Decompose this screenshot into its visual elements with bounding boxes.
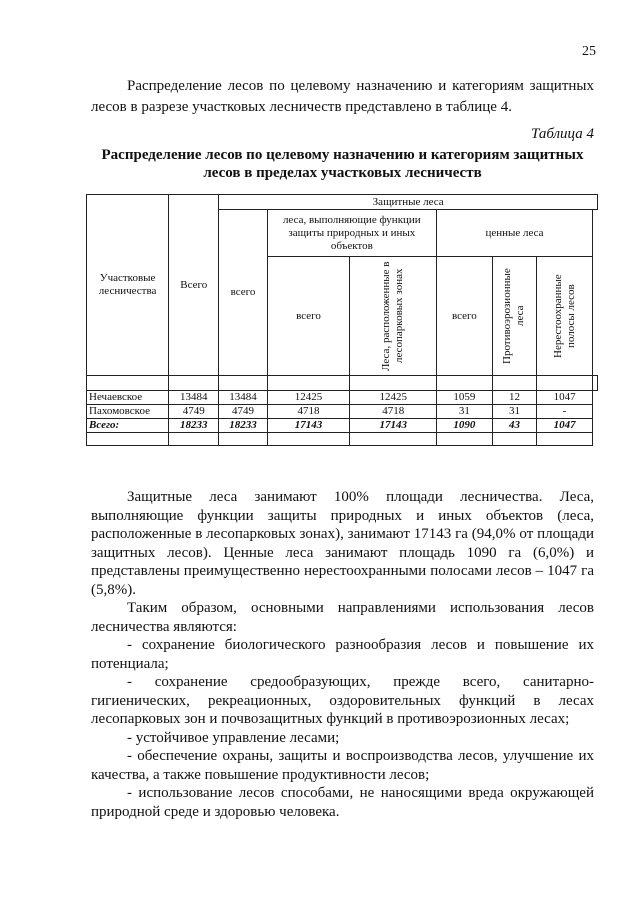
header-spawning: Нерестоохранные полосы лесов — [551, 274, 577, 358]
header-functions-all: всего — [267, 257, 350, 376]
paragraph: Таким образом, основными направлениями использования лесов лесничества являются: — [91, 600, 594, 635]
header-functions-group: леса, выполняющие функции защиты природных и иных объектов — [267, 210, 436, 257]
total-total: 18233 — [169, 419, 219, 433]
total-forest-park: 17143 — [350, 419, 437, 433]
total-row — [87, 419, 598, 433]
row-protective: 4749 — [219, 405, 267, 419]
row-spawning: 1047 — [537, 391, 593, 405]
table-label: Таблица 4 — [531, 126, 594, 142]
row-anti-erosion: 12 — [492, 391, 536, 405]
header-spawning-cell — [537, 257, 593, 376]
header-protective-all: всего — [219, 210, 267, 376]
list-item: - сохранение биологического разнообразия лесов и повышение их потенциала; — [91, 637, 594, 672]
row-name: Пахомовское — [87, 405, 169, 419]
header-anti-erosion: Противоэрозионные леса — [501, 268, 527, 364]
list-item: - сохранение средообразующих, прежде всего, санитарно-гигиенических, рекреационных, оздоровительных функций в лесах лесопарковых зон и почвозащитных функций в противоэрозионных лесах; — [91, 674, 594, 727]
row-spawning: - — [537, 405, 593, 419]
page-number: 25 — [582, 44, 596, 59]
header-anti-erosion-cell — [492, 257, 536, 376]
header-valuable-all: всего — [437, 257, 493, 376]
header-district: Участковые лесничества — [87, 195, 169, 376]
total-functions: 17143 — [267, 419, 350, 433]
list-item: - обеспечение охраны, защиты и воспроизводства лесов, улучшение их качества, а также повышение продуктивности лесов; — [91, 748, 594, 783]
paragraph: Защитные леса занимают 100% площади лесничества. Леса, выполняющие функции защиты природных и иных объектов (леса, расположенные в лесопарковых зонах), занимают 17143 га (94,0% от площади защитных лесов). Ценные леса занимают площадь 1090 га (6,0%) и представлены преимущественно нерестоохранными полосами лесов – 1047 га (5,8%). — [91, 489, 594, 598]
forest-distribution-table — [86, 194, 598, 446]
row-functions: 12425 — [267, 391, 350, 405]
body-text — [91, 488, 594, 821]
total-spawning: 1047 — [537, 419, 593, 433]
list-item: - использование лесов способами, не наносящими вреда окружающей природной среде и здоровью человека. — [91, 785, 594, 820]
row-total: 4749 — [169, 405, 219, 419]
total-anti-erosion: 43 — [492, 419, 536, 433]
row-forest-park: 12425 — [350, 391, 437, 405]
row-total: 13484 — [169, 391, 219, 405]
header-valuable-group: ценные леса — [437, 210, 593, 257]
table-row — [87, 405, 598, 419]
row-valuable: 1059 — [437, 391, 493, 405]
table-title: Распределение лесов по целевому назначению и категориям защитных лесов в пределах участковых лесничеств — [101, 147, 584, 181]
row-name: Нечаевское — [87, 391, 169, 405]
spacer-row-bottom — [87, 433, 598, 446]
row-functions: 4718 — [267, 405, 350, 419]
header-protective: Защитные леса — [219, 195, 598, 210]
header-forest-park-cell — [350, 257, 437, 376]
total-label: Всего: — [87, 419, 169, 433]
intro-paragraph: Распределение лесов по целевому назначению и категориям защитных лесов в разрезе участковых лесничеств представлено в таблице 4. — [91, 78, 594, 115]
row-anti-erosion: 31 — [492, 405, 536, 419]
header-total: Всего — [169, 195, 219, 376]
row-valuable: 31 — [437, 405, 493, 419]
total-protective: 18233 — [219, 419, 267, 433]
table-row — [87, 391, 598, 405]
spacer-row — [87, 376, 598, 391]
row-protective: 13484 — [219, 391, 267, 405]
total-valuable: 1090 — [437, 419, 493, 433]
list-item: - устойчивое управление лесами; — [127, 729, 340, 746]
header-row-1 — [87, 195, 598, 210]
header-forest-park: Леса, расположенные в лесопарковых зонах — [380, 261, 406, 371]
row-forest-park: 4718 — [350, 405, 437, 419]
